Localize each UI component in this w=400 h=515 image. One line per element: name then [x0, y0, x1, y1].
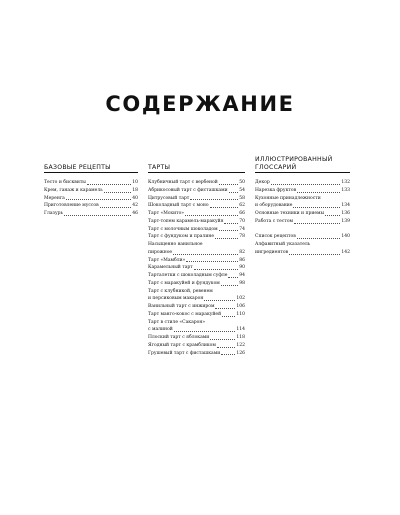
toc-entry-page-number: 114 [236, 327, 245, 333]
dot-leader [210, 339, 235, 340]
toc-entry-row [148, 179, 245, 187]
toc-entry [148, 210, 245, 218]
toc-entry-label: и оборудование [255, 203, 293, 209]
toc-entry [148, 319, 245, 335]
dot-leader [190, 199, 238, 200]
toc-entry-page-number: 102 [236, 296, 245, 302]
dot-leader [293, 207, 340, 208]
toc-entry-label: Список рецептов [255, 234, 296, 240]
toc-entry-label: и персиковым макарон [148, 296, 204, 302]
dot-leader [215, 308, 235, 309]
toc-entry-label: Цитрусовый тарт [148, 195, 190, 201]
toc-entry-label-line1: Тарт с клубникой, ревенем [148, 288, 213, 294]
toc-entry-label: ингредиентов [255, 249, 289, 255]
toc-entry-row [44, 187, 138, 195]
toc-entry-label: Клубничный тарт с вербеной [148, 180, 218, 186]
toc-entry-page-number: 50 [239, 180, 245, 186]
toc-entry-label: Тарт с маракуйей и фундуком [148, 280, 220, 286]
toc-entry-row [148, 272, 245, 280]
toc-entry-page-number: 42 [132, 203, 138, 209]
toc-entry-page-number: 58 [239, 195, 245, 201]
toc-entry-page-number: 62 [239, 203, 245, 209]
dot-leader [210, 207, 239, 208]
glossary-heading-line2: ГЛОССАРИЙ [255, 163, 297, 171]
dot-leader [87, 184, 131, 185]
toc-entry-page-number: 78 [239, 234, 245, 240]
toc-entry-label: Плоский тарт с яблоками [148, 335, 210, 341]
toc-entry-label: Нарезка фруктов [255, 187, 297, 193]
toc-entry-row [148, 326, 245, 334]
toc-entry-label: Глазурь [44, 211, 63, 217]
toc-entry [148, 280, 245, 288]
toc-entry-label: Приготовление муссов [44, 203, 99, 209]
dot-leader [173, 254, 238, 255]
toc-entry-row [148, 257, 245, 265]
toc-entry-label: Грушевый тарт с фисташками [148, 350, 221, 356]
toc-entry-page-number: 66 [239, 211, 245, 217]
toc-entry-row [44, 202, 138, 210]
toc-entry [148, 195, 245, 203]
toc-entry-row [148, 334, 245, 342]
toc-entry-page-number: 142 [341, 249, 350, 255]
toc-entry [255, 195, 350, 211]
dot-leader [289, 254, 340, 255]
toc-entry-row [148, 311, 245, 319]
glossary-heading-line1: ИЛЛЮСТРИРОВАННЫЙ [255, 156, 333, 163]
toc-entry-page-number: 139 [341, 218, 350, 224]
toc-entry-row [255, 233, 350, 241]
toc-entry-label: пирожное [148, 249, 173, 255]
toc-entry-row [148, 342, 245, 350]
dot-leader [228, 277, 238, 278]
dot-leader [271, 184, 341, 185]
dot-leader [104, 192, 132, 193]
toc-entry-row [148, 350, 245, 358]
dot-leader [222, 316, 235, 317]
toc-entry-page-number: 136 [341, 211, 350, 217]
toc-entry-label: Крем, ганаж и карамель [44, 187, 103, 193]
toc-entry-page-number: 40 [132, 195, 138, 201]
basic-recipes-column [44, 156, 138, 218]
dot-leader [224, 223, 238, 224]
toc-entry-row [148, 295, 245, 303]
toc-entry-label: Основные техники и приемы [255, 211, 325, 217]
toc-entry-label-line1: Насыщенно ванильное [148, 242, 203, 248]
toc-entry-label: с малиной [148, 327, 173, 333]
dot-leader [215, 238, 238, 239]
toc-entry-label: Декор [255, 180, 270, 186]
toc-entry-page-number: 90 [239, 265, 245, 271]
toc-entry-label: Тарт «Мамбли» [148, 257, 186, 263]
dot-leader [64, 215, 131, 216]
basic-recipes-list [44, 179, 138, 218]
dot-leader [221, 285, 238, 286]
toc-entry [148, 350, 245, 358]
toc-entry-label: Тарт с фундуком и пралине [148, 234, 214, 240]
toc-entry-row [148, 226, 245, 234]
toc-entry-page-number: 134 [341, 203, 350, 209]
toc-entry-label: Меренга [44, 195, 65, 201]
toc-entry [148, 218, 245, 226]
glossary-heading [255, 156, 350, 173]
toc-entry [44, 179, 138, 187]
tarts-column [148, 156, 245, 357]
toc-entry [255, 187, 350, 195]
page-title: СОДЕРЖАНИЕ [105, 92, 295, 116]
toc-entry-label: Тарт «Мохито» [148, 211, 185, 217]
toc-entry [148, 241, 245, 257]
tarts-list [148, 179, 245, 357]
toc-entry-label-line1: Тарт в стиле «Сакарон» [148, 319, 206, 325]
toc-entry-label: Шоколадный тарт с моно [148, 203, 209, 209]
toc-entry [255, 218, 350, 226]
toc-entry [148, 257, 245, 265]
dot-leader [219, 184, 239, 185]
toc-entry-label-line1: Кухонные принадлежности [255, 195, 321, 201]
toc-entry-row [148, 249, 245, 257]
toc-entry-row [148, 303, 245, 311]
toc-entry-page-number: 133 [341, 187, 350, 193]
toc-entry-label: Тарт манго-кокос с маракуйей [148, 311, 222, 317]
dot-leader [325, 215, 340, 216]
toc-entry-row [255, 210, 350, 218]
toc-entry [148, 342, 245, 350]
dot-leader [204, 300, 235, 301]
toc-entry-row [255, 187, 350, 195]
toc-entry-label: Тесто и бисквиты [44, 180, 86, 186]
dot-leader [219, 230, 239, 231]
toc-entry-page-number: 126 [236, 350, 245, 356]
toc-entry-page-number: 94 [239, 273, 245, 279]
toc-entry-row [44, 210, 138, 218]
dot-leader [297, 192, 340, 193]
toc-entry-row [148, 280, 245, 288]
dot-leader [297, 238, 341, 239]
toc-entry [148, 233, 245, 241]
toc-entry [255, 241, 350, 257]
toc-entry [255, 179, 350, 187]
toc-entry-label: Тарталетки с шоколадным суфле [148, 273, 228, 279]
toc-entry [148, 179, 245, 187]
toc-entry [44, 195, 138, 203]
toc-entry-label: Тарт с молочным шоколадом [148, 226, 218, 232]
dot-leader [174, 331, 236, 332]
toc-entry-page-number: 98 [239, 280, 245, 286]
toc-entry [148, 264, 245, 272]
toc-entry-page-number: 140 [341, 234, 350, 240]
toc-entry-label: Тарт-топем карамель-маракуйя [148, 218, 224, 224]
toc-entry-row [148, 210, 245, 218]
toc-entry-page-number: 122 [236, 342, 245, 348]
dot-leader [66, 199, 131, 200]
toc-entry [148, 288, 245, 304]
toc-entry [255, 233, 350, 241]
toc-entry [148, 334, 245, 342]
toc-entry [44, 187, 138, 195]
toc-entry-page-number: 46 [132, 211, 138, 217]
glossary-column [255, 156, 350, 257]
toc-entry-label: Ягодный тарт с крамбликом [148, 342, 216, 348]
toc-entry-row [148, 218, 245, 226]
toc-entry [44, 202, 138, 210]
toc-entry [148, 202, 245, 210]
dot-leader [186, 261, 238, 262]
toc-entry-row [148, 195, 245, 203]
toc-entry-row [44, 179, 138, 187]
toc-entry-label-line1: Алфавитный указатель [255, 242, 311, 248]
toc-entry [148, 226, 245, 234]
toc-entry-row [148, 233, 245, 241]
toc-entry-row [255, 249, 350, 257]
toc-entry-page-number: 132 [341, 180, 350, 186]
toc-entry-page-number: 10 [132, 180, 138, 186]
toc-entry [148, 311, 245, 319]
dot-leader [229, 192, 239, 193]
toc-entry-page-number: 70 [239, 218, 245, 224]
toc-entry [148, 187, 245, 195]
glossary-list [255, 179, 350, 226]
toc-entry [148, 272, 245, 280]
dot-leader [194, 269, 239, 270]
glossary-index-list [255, 233, 350, 256]
toc-entry-page-number: 106 [236, 304, 245, 310]
dot-leader [221, 354, 235, 355]
toc-entry-label: Ванильный тарт с инжиром [148, 304, 215, 310]
toc-entry-row [148, 187, 245, 195]
basic-recipes-heading: БАЗОВЫЕ РЕЦЕПТЫ [44, 164, 138, 174]
toc-entry [255, 210, 350, 218]
toc-entry-page-number: 54 [239, 187, 245, 193]
tarts-heading: ТАРТЫ [148, 164, 245, 174]
toc-entry-page-number: 110 [236, 311, 245, 317]
toc-entry [44, 210, 138, 218]
toc-entry-page-number: 18 [132, 187, 138, 193]
toc-entry-page-number: 82 [239, 249, 245, 255]
glossary-spacer [255, 226, 350, 234]
toc-entry-row [148, 202, 245, 210]
dot-leader [294, 223, 340, 224]
dot-leader [217, 347, 236, 348]
toc-entry-row [255, 179, 350, 187]
toc-entry-page-number: 86 [239, 257, 245, 263]
toc-entry-label: Карамельный тарт [148, 265, 193, 271]
toc-entry-label: Работа с тестом [255, 218, 294, 224]
toc-entry-page-number: 118 [236, 335, 245, 341]
toc-entry-row [44, 195, 138, 203]
toc-entry-row [148, 264, 245, 272]
toc-entry-row [255, 202, 350, 210]
toc-entry-page-number: 74 [239, 226, 245, 232]
toc-entry-row [255, 218, 350, 226]
toc-entry [148, 303, 245, 311]
toc-entry-label: Абрикосовый тарт с фисташками [148, 187, 228, 193]
dot-leader [100, 207, 132, 208]
dot-leader [185, 215, 238, 216]
